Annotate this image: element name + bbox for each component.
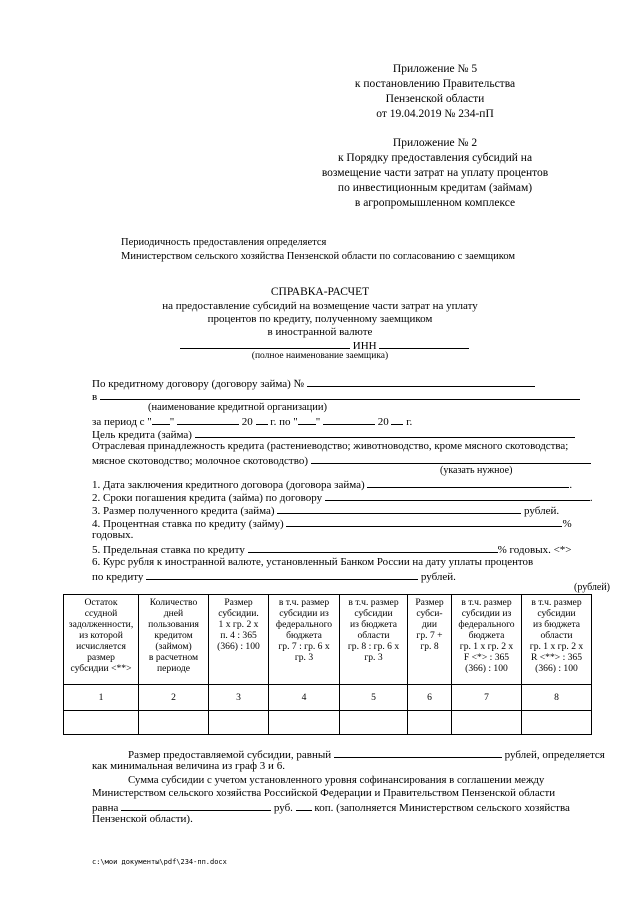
- item-4-label: 4. Процентная ставка по кредиту (займу): [92, 518, 284, 530]
- item-6-cont: по кредиту: [92, 571, 144, 583]
- exchange-rate-field[interactable]: [146, 569, 418, 580]
- column-header-7: в т.ч. размер субсидии из федерального бюджета гр. 1 х гр. 2 х F <*> : 365 (366) : 100: [452, 595, 522, 685]
- period-to-label: г. по ": [270, 416, 298, 428]
- bank-in-label: в: [92, 391, 98, 403]
- item-3-row: [92, 503, 559, 517]
- borrower-name-field[interactable]: [180, 338, 350, 349]
- column-header-4: в т.ч. размер субсидии из федерального бюджета гр. 7 : гр. 6 х гр. 3: [269, 595, 340, 685]
- item-4-cont: годовых.: [92, 529, 134, 541]
- column-number: 1: [64, 685, 139, 711]
- subsidy-kop-field[interactable]: [296, 800, 312, 811]
- table-cell[interactable]: [408, 711, 452, 735]
- inn-field[interactable]: [379, 338, 469, 349]
- purpose-field[interactable]: [195, 427, 575, 438]
- column-header-3: Размер субсидии. 1 х гр. 2 х п. 4 : 365 (366) : 100: [209, 595, 269, 685]
- table-cell[interactable]: [139, 711, 209, 735]
- item-6-line: 6. Курс рубля к иностранной валюте, установленный Банком России на дату уплаты процентов: [92, 556, 534, 568]
- periodicity-line-2: Министерством сельского хозяйства Пензенской области по согласованию с заемщиком: [121, 251, 516, 262]
- period-to-month-field[interactable]: [323, 414, 375, 425]
- item-5-unit: % годовых. <*>: [497, 544, 572, 556]
- column-number: 6: [408, 685, 452, 711]
- inn-label: ИНН: [352, 340, 377, 352]
- table-cell[interactable]: [522, 711, 592, 735]
- period-year-prefix: 20: [241, 416, 253, 428]
- sector-row: [92, 453, 591, 467]
- item-3-unit: рублей.: [524, 505, 560, 517]
- header1-line: Приложение № 5: [392, 63, 478, 75]
- period-quote: ": [315, 416, 321, 428]
- max-rate-field[interactable]: [248, 542, 498, 553]
- item-1-label: 1. Дата заключения кредитного договора (договора займа): [92, 479, 365, 491]
- column-header-2: Количество дней пользования кредитом (займом) в расчетном периоде: [139, 595, 209, 685]
- bank-name-field[interactable]: [100, 389, 580, 400]
- borrower-inn-row: [180, 338, 469, 352]
- item-3-label: 3. Размер полученного кредита (займа): [92, 505, 275, 517]
- header2-line: Приложение № 2: [392, 137, 478, 149]
- table-cell[interactable]: [452, 711, 522, 735]
- table-cell[interactable]: [209, 711, 269, 735]
- column-number: 7: [452, 685, 522, 711]
- subtitle-line: в иностранной валюте: [267, 326, 373, 338]
- subsidy-size-label: Размер предоставляемой субсидии, равный: [128, 749, 332, 761]
- sector-line-1: Отраслевая принадлежность кредита (растениеводство; животноводство, кроме мясного скотоводства;: [92, 440, 569, 452]
- period-year-suffix: г.: [406, 416, 413, 428]
- sector-field[interactable]: [311, 453, 591, 464]
- item-5-label: 5. Предельная ставка по кредиту: [92, 544, 245, 556]
- column-number: 8: [522, 685, 592, 711]
- cofinancing-line-4: Пензенской области).: [92, 813, 193, 825]
- bank-caption: (наименование кредитной организации): [148, 402, 327, 413]
- item-1-row: [92, 477, 572, 491]
- subtitle-line: процентов по кредиту, полученному заемщиком: [207, 313, 433, 325]
- header1-line: к постановлению Правительства: [354, 78, 516, 90]
- header1-line: от 19.04.2019 № 234-пП: [376, 108, 494, 120]
- column-number: 3: [209, 685, 269, 711]
- table-cell[interactable]: [340, 711, 408, 735]
- contract-number-field[interactable]: [307, 376, 535, 387]
- appendix-2-header: [300, 136, 570, 211]
- period-to-year-field[interactable]: [391, 414, 403, 425]
- column-header-1: Остаток ссудной задолженности, из которой исчисляется размер субсидии <**>: [64, 595, 139, 685]
- period-row: [92, 414, 412, 428]
- subsidy-size-row: [128, 747, 605, 761]
- calculation-table: [63, 594, 592, 735]
- column-header-5: в т.ч. размер субсидии из бюджета области гр. 8 : гр. 6 х гр. 3: [340, 595, 408, 685]
- item-6-row: [92, 569, 456, 583]
- column-header-8: в т.ч. размер субсидии из бюджета области гр. 1 х гр. 2 х R <**> : 365 (366) : 100: [522, 595, 592, 685]
- header1-line: Пензенской области: [385, 93, 485, 105]
- header2-line: в агропромышленном комплексе: [354, 197, 516, 209]
- header2-line: к Порядку предоставления субсидий на: [337, 152, 533, 164]
- table-header-row: [64, 595, 592, 685]
- period-from-day-field[interactable]: [152, 414, 170, 425]
- item-2-label: 2. Сроки погашения кредита (займа) по договору: [92, 492, 323, 504]
- period-quote: ": [169, 416, 175, 428]
- period-to-day-field[interactable]: [298, 414, 316, 425]
- item-4-unit: %: [562, 518, 572, 530]
- equals-label: равна: [92, 802, 119, 814]
- item-1-dot: .: [569, 479, 573, 491]
- kop-label: коп. (заполняется Министерством сельского хозяйства: [314, 802, 570, 814]
- loan-amount-field[interactable]: [277, 503, 521, 514]
- bank-row: [92, 389, 580, 403]
- cofinancing-line-2: Министерством сельского хозяйства Российской Федерации и Правительством Пензенской области: [92, 787, 556, 799]
- indicate-caption: (указать нужное): [440, 465, 513, 476]
- contract-date-field[interactable]: [367, 477, 569, 488]
- periodicity-line-1: Периодичность предоставления определяется: [121, 237, 327, 248]
- subsidy-size-field[interactable]: [334, 747, 502, 758]
- units-label: (рублей): [574, 582, 611, 593]
- appendix-5-header: [300, 62, 570, 122]
- item-5-row: [92, 542, 572, 556]
- table-row: [64, 711, 592, 735]
- period-year-prefix: 20: [377, 416, 389, 428]
- period-from-month-field[interactable]: [177, 414, 239, 425]
- column-number: 2: [139, 685, 209, 711]
- rub-label: руб.: [273, 802, 293, 814]
- period-from-year-field[interactable]: [256, 414, 268, 425]
- column-number: 4: [269, 685, 340, 711]
- subtitle-line: на предоставление субсидий на возмещение части затрат на уплату: [162, 300, 478, 312]
- interest-rate-field[interactable]: [286, 516, 562, 527]
- header2-line: возмещение части затрат на уплату процентов: [321, 167, 549, 179]
- repayment-terms-field[interactable]: [325, 490, 590, 501]
- cofinancing-row: [92, 800, 570, 814]
- item-6-unit: рублей.: [420, 571, 456, 583]
- sector-line-2: мясное скотоводство; молочное скотоводство): [92, 455, 309, 467]
- subsidy-size-cont: как минимальная величина из граф 3 и 6.: [92, 760, 285, 772]
- borrower-caption: (полное наименование заемщика): [251, 351, 389, 361]
- column-number: 5: [340, 685, 408, 711]
- cofinancing-line-1: Сумма субсидии с учетом установленного уровня софинансирования в соглашении между: [128, 774, 545, 786]
- subsidy-rub-field[interactable]: [121, 800, 271, 811]
- page-title: СПРАВКА-РАСЧЕТ: [270, 286, 370, 298]
- header2-line: по инвестиционным кредитам (займам): [337, 182, 533, 194]
- purpose-row: [92, 427, 575, 441]
- purpose-label: Цель кредита (займа): [92, 429, 192, 441]
- period-label: за период с ": [92, 416, 152, 428]
- file-path-footer: c:\мои документы\pdf\234-пп.docx: [92, 858, 227, 866]
- subsidy-size-suffix: рублей, определяется: [504, 749, 605, 761]
- column-header-6: Размер субси- дии гр. 7 + гр. 8: [408, 595, 452, 685]
- table-number-row: [64, 685, 592, 711]
- item-2-row: [92, 490, 593, 504]
- item-4-row: [92, 516, 572, 530]
- item-2-dot: .: [589, 492, 593, 504]
- table-cell[interactable]: [64, 711, 139, 735]
- contract-row: [92, 376, 535, 390]
- contract-label: По кредитному договору (договору займа) №: [92, 378, 305, 390]
- table-cell[interactable]: [269, 711, 340, 735]
